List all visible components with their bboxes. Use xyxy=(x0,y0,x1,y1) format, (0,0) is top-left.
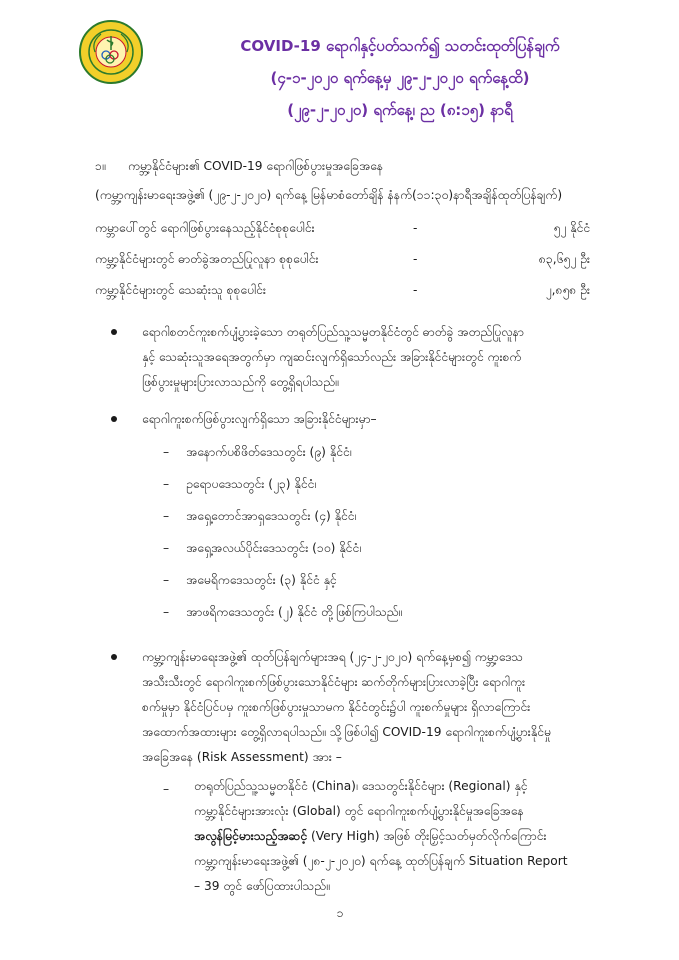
bullet-intro-other-countries: ရောဂါကူးစက်ဖြစ်ပွားလျက်ရှိသော အခြားနိုင်ငံများမှာ– xyxy=(142,412,377,426)
ministry-seal-logo xyxy=(79,20,143,84)
paragraph-line: အထောက်အထားများ တွေ့ရှိလာရပါသည်။ သို့ဖြစ်ပါ၍ COVID-19 ရောဂါကူးစက်ပျံ့ပွားနိုင်မှု xyxy=(142,725,551,739)
list-dash: – xyxy=(163,445,170,459)
paragraph-line: အခြေအနေ (Risk Assessment) အား – xyxy=(142,750,342,764)
bullet-icon xyxy=(111,654,117,660)
stat-dash: - xyxy=(413,283,418,297)
list-item-americas: အမေရိကဒေသတွင်း (၃) နိုင်ငံ နှင့် xyxy=(186,573,337,587)
seal-emblem-icon xyxy=(81,22,141,82)
paragraph-line: နှင့် သေဆုံးသူအရေအတွက်မှာ ကျဆင်းလျက်ရှိသော်လည်း အခြားနိုင်ငံများတွင် ကူးစက် xyxy=(142,350,522,364)
stat-dash: - xyxy=(413,221,418,235)
list-item-africa: အာဖရိကဒေသတွင်း (၂) နိုင်ငံ တို့ဖြစ်ကြပါသည်။ xyxy=(186,605,403,619)
paragraph-line: ကမ္ဘာ့ကျန်းမာရေးအဖွဲ့၏ ထုတ်ပြန်ချက်များအရ (၂၄-၂-၂၀၂၀) ရက်နေ့မှစ၍ ကမ္ဘာ့ဒေသ xyxy=(142,650,523,664)
list-item-south-east-asia: အရှေ့တောင်အာရှဒေသတွင်း (၄) နိုင်ငံ၊ xyxy=(186,509,357,523)
list-dash: – xyxy=(163,573,170,587)
release-timestamp: (၂၉-၂-၂၀၂၀) ရက်နေ့၊ ည (၈:၁၅) နာရီ xyxy=(287,101,513,119)
risk-assessment-detail xyxy=(194,774,616,899)
stat-label-deaths: ကမ္ဘာ့နိုင်ငံများတွင် သေဆုံးသူ စုစုပေါင်း xyxy=(95,283,266,297)
reporting-period: (၄-၁-၂၀၂၀ ရက်နေ့မှ ၂၉-၂-၂၀၂၀ ရက်နေ့ထိ) xyxy=(270,69,530,87)
paragraph-line: တရုတ်ပြည်သူ့သမ္မတနိုင်ငံ (China)၊ ဒေသတွင်းနိုင်ငံများ (Regional) နှင့် xyxy=(194,779,528,793)
paragraph-fragment: (Very High) အဖြစ် တိုးမြှင့်သတ်မှတ်လိုက်ကြောင်း xyxy=(310,829,547,843)
paragraph-line: ရောဂါစတင်ကူးစက်ပျံ့ပွားခဲ့သော တရုတ်ပြည်သူ့သမ္မတနိုင်ငံတွင် ဓာတ်ခွဲ အတည်ပြုလူနာ xyxy=(142,325,524,339)
bullet-paragraph-risk xyxy=(142,645,617,770)
list-item-western-pacific: အနောက်ပစိဖိတ်ဒေသတွင်း (၉) နိုင်ငံ၊ xyxy=(186,445,352,459)
paragraph-line: အသီးသီးတွင် ရောဂါကူးစက်ဖြစ်ပွားသောနိုင်ငံများ ဆက်တိုက်များပြားလာခဲ့ပြီး ရောဂါကူး xyxy=(142,675,526,689)
bullet-icon xyxy=(111,416,117,422)
stat-value-confirmed: ၈၃,၆၅၂ ဦး xyxy=(538,252,590,266)
stat-label-confirmed: ကမ္ဘာ့နိုင်ငံများတွင် ဓာတ်ခွဲအတည်ပြုလူနာ စုစုပေါင်း xyxy=(95,252,319,266)
list-item-europe: ဥရောပဒေသတွင်း (၂၃) နိုင်ငံ၊ xyxy=(186,477,317,491)
paragraph-line: ဖြစ်ပွားမှုများပြားလာသည်ကို တွေ့ရှိရပါသည်။ xyxy=(142,375,339,389)
list-dash: – xyxy=(163,782,170,796)
section-title: ကမ္ဘာ့နိုင်ငံများ၏ COVID-19 ရောဂါဖြစ်ပွားမှုအခြေအနေ xyxy=(128,159,384,173)
list-item-eastern-mediterranean: အရှေ့အလယ်ပိုင်းဒေသတွင်း (၁၀) နိုင်ငံ၊ xyxy=(186,541,362,555)
stat-value-deaths: ၂,၈၅၈ ဦး xyxy=(545,283,590,297)
stat-label-countries: ကမ္ဘာပေါ်တွင် ရောဂါဖြစ်ပွားနေသည့်နိုင်ငံစုစုပေါင်း xyxy=(95,221,315,235)
paragraph-line: စက်မှုမှာ နိုင်ငံပြင်ပမှ ကူးစက်ဖြစ်ပွားမှုသာမက နိုင်ငံတွင်း၌ပါ ကူးစက်မှုများ ရှိလာကြောင်း xyxy=(142,700,531,714)
stat-value-countries: ၅၂ နိုင်ငံ xyxy=(553,221,590,235)
source-note: (ကမ္ဘာ့ကျန်းမာရေးအဖွဲ့၏ (၂၉-၂-၂၀၂၀) ရက်နေ့ မြန်မာစံတော်ချိန် နံနက်(၁၁:၃၀)နာရီအချိန်ထုတ်ပြန်ချက်) xyxy=(95,188,563,202)
very-high-emphasis: အလွန်မြင့်မားသည့်အဆင့် xyxy=(194,829,308,843)
page-number: ၁ xyxy=(336,906,344,920)
list-dash: – xyxy=(163,477,170,491)
paragraph-line: – 39 တွင် ဖော်ပြထားပါသည်။ xyxy=(194,879,330,893)
paragraph-line: ကမ္ဘာ့နိုင်ငံများအားလုံး (Global) တွင် ရောဂါကူးစက်ပျံ့ပွားနိုင်မှုအခြေအနေ xyxy=(194,804,524,818)
list-dash: – xyxy=(163,605,170,619)
list-dash: – xyxy=(163,541,170,555)
bullet-icon xyxy=(111,329,117,335)
list-dash: – xyxy=(163,509,170,523)
document-title: COVID-19 ရောဂါနှင့်ပတ်သက်၍ သတင်းထုတ်ပြန်ချက် xyxy=(240,37,560,55)
paragraph-line: ကမ္ဘာ့ကျန်းမာရေးအဖွဲ့၏ (၂၈-၂-၂၀၂၀) ရက်နေ့ ထုတ်ပြန်ချက် Situation Report xyxy=(194,854,568,868)
paragraph-line xyxy=(194,824,616,849)
section-number: ၁။ xyxy=(95,159,106,173)
bullet-paragraph-trend xyxy=(142,320,617,395)
stat-dash: - xyxy=(413,252,418,266)
